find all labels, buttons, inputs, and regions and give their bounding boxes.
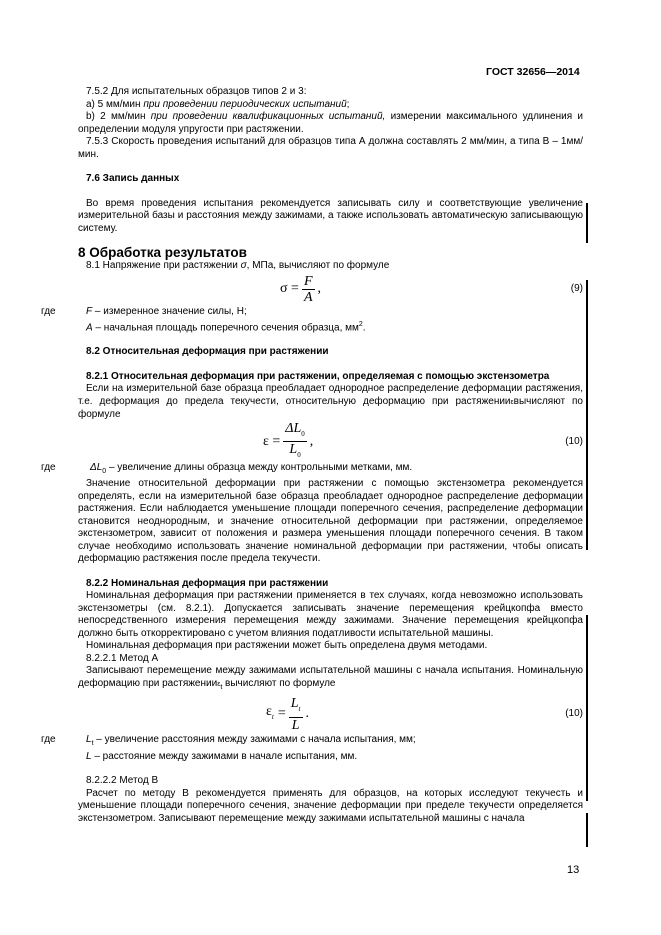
formula-10b: $\varepsilon_t$ = $\frac{L_t}{L}$ . (10) <box>266 695 583 733</box>
standard-header: ГОСТ 32656—2014 <box>486 66 580 78</box>
s822-title: 8.2.2 Номинальная деформация при растяжении <box>86 577 329 589</box>
formula9-num: F <box>303 273 313 289</box>
s752-item-b: b) 2 мм/мин при проведении квалификационных испытаний, измерении максимального удлинения и определении модуля упругости при растяжении. <box>78 111 583 135</box>
change-bar <box>586 615 588 801</box>
where-10b: где $L_t$ – увеличение расстояния между зажимами с начала испытания, мм; L – расстояние между зажимами в начале испытания, мм. <box>41 734 416 762</box>
formula9-den: A <box>303 289 313 305</box>
s8-title: 8 Обработка результатов <box>78 245 247 260</box>
s76-text: Во время проведения испытания рекомендуется записывать силу и соответствующие увеличение измерительной базы и расстояния между зажимами, а также использовать автоматическую записывающую систему. <box>78 197 583 234</box>
s821-text: Если на измерительной базе образца преобладает однородное распределение деформации растяжения, т.е. деформация до предела текучести, относительную деформацию при растяженииεвычисляют по формуле <box>78 383 583 421</box>
formula-number: (9) <box>570 283 583 294</box>
s822-text-2: Номинальная деформация при растяжении может быть определена двумя методами. <box>86 640 488 652</box>
s82-title: 8.2 Относительная деформация при растяжении <box>86 346 329 358</box>
where-9: где F – измеренное значение силы, Н; A – начальная площадь поперечного сечения образца, $мм^2$. <box>41 306 366 333</box>
method-b-text: Расчет по методу В рекомендуется применять для образцов, на которых исследуют текучесть и уменьшение площади поперечного сечения, значение деформации при пределе текучести определяется экстензометром. Записывают перемещение между зажимами испытательной машины с начала <box>78 787 583 824</box>
s752-item-a: а) 5 мм/мин при проведении периодических испытаний; <box>86 98 350 110</box>
s81-text: 8.1 Напряжение при растяжении σ, МПа, вычисляют по формуле <box>86 259 390 271</box>
change-bar <box>586 813 588 847</box>
change-bar <box>586 203 588 243</box>
formula-number: (10) <box>565 708 583 720</box>
extensometer-text: Значение относительной деформации при растяжении с помощью экстензометра рекомендуется определять, если на измерительной базе образца преобладает однородное распределение деформации растяжения. Если наблюдается уменьшение площади поперечного сечения, распределение деформации становится неоднородным, и значение относительной деформации при растяжении, определяемое экстензометром, зависит от положения и размера уменьшения площади поперечного сечения. В таком случае необходимо использовать значение номинальной деформации при растяжении, чтобы описать деформацию растяжения после предела текучести. <box>78 478 583 565</box>
change-bar <box>586 280 588 550</box>
body-text <box>41 86 583 825</box>
page-number: 13 <box>567 864 580 876</box>
method-a-title: 8.2.2.1 Метод А <box>86 652 159 664</box>
method-b-title: 8.2.2.2 Метод В <box>86 775 159 787</box>
s76-title: 7.6 Запись данных <box>86 173 180 184</box>
s822-text-1: Номинальная деформация при растяжении применяется в тех случаях, когда невозможно использовать экстензометры (см. 8.2.1). Допускается записывать значение перемещения крейцкопфа вместо непосредственного измерения перемещения между зажимами. Значение перемещения крейцкопфа должно быть откорректировано с учетом влияния податливости испытательной машины. <box>78 590 583 639</box>
where-10a: где $\Delta L_0$ – увеличение длины образца между контрольными метками, мм. <box>41 461 413 475</box>
method-a-text: Записывают перемещение между зажимами испытательной машины с начала испытания. Номинальную деформацию при растяженииε$_t$ вычисляют по формуле <box>78 665 583 691</box>
formula-number: (10) <box>565 435 583 447</box>
s752-intro: 7.5.2 Для испытательных образцов типов 2 и 3: <box>86 86 307 97</box>
s753-text: 7.5.3 Скорость проведения испытаний для образцов типа А должна составлять 2 мм/мин, а типа В – 1мм/мин. <box>78 136 583 160</box>
s821-title: 8.2.1 Относительная деформация при растяжении, определяемая с помощью экстензометра <box>86 370 550 382</box>
formula-10a: ε = $\frac{\Delta L_0}{L_0}$ , (10) <box>263 420 583 460</box>
formula-9: σ = $\frac{F}{A}$ , (9) <box>280 273 583 305</box>
